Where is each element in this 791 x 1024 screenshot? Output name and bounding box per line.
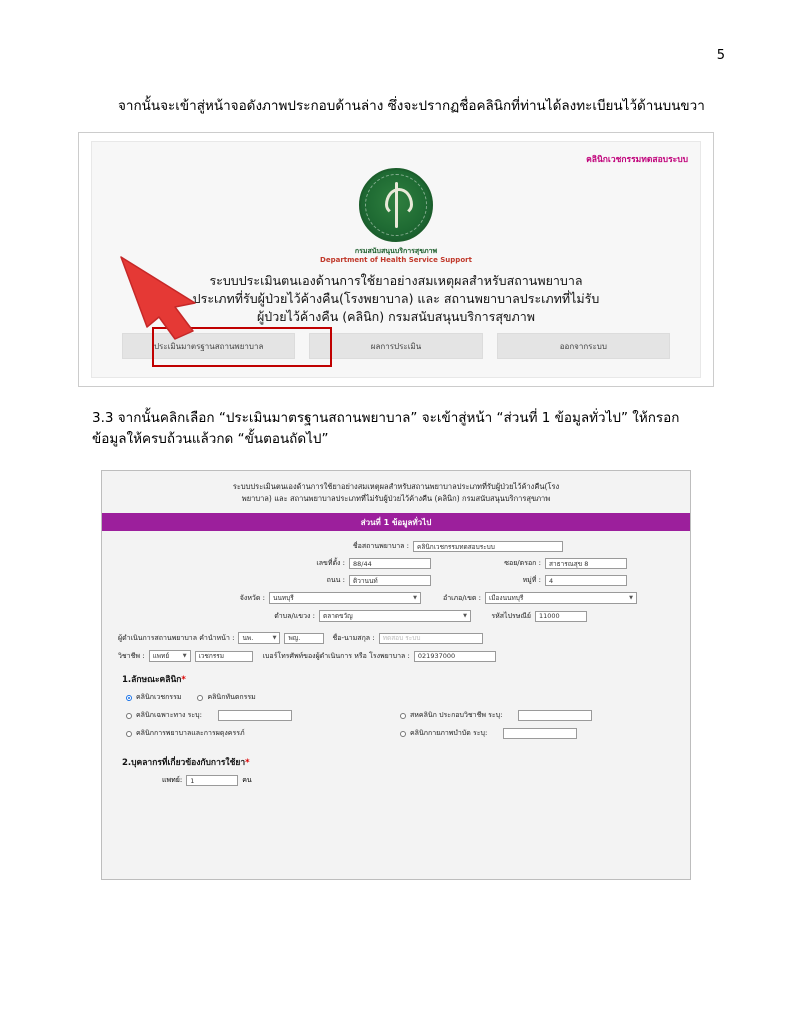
district-select[interactable] [485, 592, 637, 604]
option-label: คลินิกเฉพาะทาง ระบุ: [136, 711, 202, 719]
option-clinic-nursing-midwifery[interactable] [126, 728, 245, 739]
radio-icon[interactable] [400, 713, 406, 719]
profession-detail-input[interactable]: เวชกรรม [195, 651, 253, 662]
radio-icon[interactable] [126, 713, 132, 719]
section-1-title-text: 1.ลักษณะคลินิก [122, 675, 182, 685]
ministry-logo [92, 168, 700, 246]
option-clinic-dental[interactable] [197, 692, 255, 703]
road-input[interactable]: ติวานนท์ [349, 575, 431, 586]
clinic-physiotherapy-input[interactable] [503, 728, 577, 739]
operator-prefix-select[interactable] [238, 632, 280, 644]
red-arrow-annotation [117, 251, 227, 341]
clinic-type-right-2 [400, 710, 674, 721]
chevron-down-icon: ▼ [182, 653, 187, 659]
profession-row [118, 650, 674, 662]
profession-select-value: แพทย์ [152, 652, 170, 660]
radio-icon[interactable] [126, 731, 132, 737]
operator-name-label: ชื่อ-นามสกุล : [332, 633, 375, 642]
assessment-result-button[interactable]: ผลการประเมิน [309, 333, 482, 359]
subdistrict-select-value: ตลาดขวัญ [323, 612, 353, 620]
clinic-type-left-2 [126, 710, 400, 721]
clinic-name-input[interactable]: คลินิกเวชกรรมทดสอบระบบ [413, 541, 563, 552]
required-mark: * [181, 675, 186, 685]
multi-clinic-input[interactable] [518, 710, 592, 721]
option-label: คลินิกกายภาพบำบัด ระบุ: [410, 729, 488, 737]
section-1-bar: ส่วนที่ 1 ข้อมูลทั่วไป [102, 513, 690, 531]
system-title-line-1: ระบบประเมินตนเองด้านการใช้ยาอย่างสมเหตุผลสำหรับสถานพยาบาล [209, 273, 583, 288]
logout-button[interactable]: ออกจากระบบ [497, 333, 670, 359]
address-row-3 [118, 592, 674, 604]
option-label: คลินิกการพยาบาลและการผดุงครรภ์ [136, 729, 245, 737]
clinic-type-row-3 [126, 728, 674, 739]
house-no-label: เลขที่ตั้ง : [316, 559, 345, 567]
chevron-down-icon: ▼ [463, 613, 467, 619]
figure-home-screen [78, 132, 714, 387]
moo-label: หมู่ที่ : [522, 576, 541, 584]
form-body [102, 531, 690, 792]
chevron-down-icon: ▼ [272, 635, 277, 641]
operator-label: ผู้ดำเนินการสถานพยาบาล คำนำหน้า : [118, 633, 235, 642]
profession-select[interactable] [149, 650, 191, 662]
option-label: คลินิกทันตกรรม [207, 693, 256, 701]
radio-icon[interactable] [126, 695, 132, 701]
option-clinic-specialty[interactable] [126, 710, 202, 721]
doctor-count-input[interactable]: 1 [186, 775, 238, 786]
clinic-type-row-1 [126, 692, 674, 703]
profession-label: วิชาชีพ : [118, 651, 145, 660]
province-select[interactable] [269, 592, 421, 604]
system-title-line-3: ผู้ป่วยไว้ค้างคืน (คลินิก) กรมสนับสนุนบริการสุขภาพ [256, 309, 536, 325]
phone-input[interactable]: 021937000 [414, 651, 496, 662]
radio-icon[interactable] [400, 731, 406, 737]
form-header [102, 471, 690, 513]
option-label: คลินิกเวชกรรม [136, 693, 182, 701]
road-label: ถนน : [326, 576, 345, 584]
moo-input[interactable]: 4 [545, 575, 627, 586]
option-clinic-physiotherapy[interactable] [400, 728, 487, 739]
clinic-specialty-input[interactable] [218, 710, 292, 721]
clinic-type-row-2 [126, 710, 674, 721]
clinic-name-label: คลินิกเวชกรรมทดสอบระบบ [586, 155, 688, 165]
logo-ring-decoration [365, 174, 427, 236]
assess-standard-button[interactable]: ประเมินมาตรฐานสถานพยาบาล [122, 333, 295, 359]
option-multi-clinic[interactable] [400, 710, 502, 721]
postcode-label: รหัสไปรษณีย์ [491, 611, 531, 620]
district-select-value: เมืองนนทบุรี [489, 594, 524, 602]
department-name-th: กรมสนับสนุนบริการสุขภาพ [354, 247, 438, 255]
figure-form-section-1 [101, 470, 691, 880]
section-2-title-text: 2.บุคลากรที่เกี่ยวข้องกับการใช้ยา [122, 758, 246, 768]
system-title-line-2: ประเภทที่รับผู้ป่วยไว้ค้างคืน(โรงพยาบาล) และ สถานพยาบาลประเภทที่ไม่รับ [192, 291, 600, 307]
chevron-down-icon: ▼ [413, 595, 417, 601]
page-number: 5 [716, 48, 725, 63]
section-2-title [122, 755, 674, 769]
address-row-4 [118, 610, 674, 622]
department-name-en: Department of Health Service Support [320, 256, 472, 264]
section-1-title [122, 672, 674, 686]
phone-label: เบอร์โทรศัพท์ของผู้ดำเนินการ หรือ โรงพยาบาล : [262, 651, 410, 660]
operator-prefix-other-input[interactable]: พญ. [284, 633, 324, 644]
house-no-input[interactable]: 88/44 [349, 558, 431, 569]
chevron-down-icon: ▼ [629, 595, 633, 601]
operator-name-input[interactable]: ทดสอบ ระบบ [379, 633, 483, 644]
district-label: อำเภอ/เขต : [442, 593, 481, 602]
doctor-count-row [162, 775, 674, 786]
clinic-name-row [118, 541, 674, 552]
address-row-2 [118, 575, 674, 586]
option-clinic-medical[interactable] [126, 692, 181, 703]
clinic-type-left-3 [126, 728, 400, 739]
operator-prefix-value: นพ. [242, 634, 254, 642]
subdistrict-select[interactable] [319, 610, 471, 622]
province-label: จังหวัด : [239, 593, 265, 602]
province-select-value: นนทบุรี [273, 594, 294, 602]
clinic-name-field-label: ชื่อสถานพยาบาล : [352, 542, 409, 550]
intro-paragraph: จากนั้นจะเข้าสู่หน้าจอดังภาพประกอบด้านล่าง ซึ่งจะปรากฏชื่อคลินิกที่ท่านได้ลงทะเบียนไว้ด้านบนขวา [118, 98, 705, 114]
caduceus-icon [359, 168, 433, 242]
required-mark: * [245, 758, 250, 768]
form-header-line-2: พยาบาล) และ สถานพยาบาลประเภทที่ไม่รับผู้ป่วยไว้ค้างคืน (คลินิก) กรมสนับสนุนบริการสุขภาพ [241, 494, 551, 503]
doctor-count-label: แพทย์: [162, 776, 183, 784]
radio-icon[interactable] [197, 695, 203, 701]
step-paragraph: 3.3 จากนั้นคลิกเลือก “ประเมินมาตรฐานสถานพยาบาล” จะเข้าสู่หน้า “ส่วนที่ 1 ข้อมูลทั่วไป” ให้กรอกข้อมูลให้ครบถ้วนแล้วกด “ขั้นตอนถัดไป” [92, 410, 680, 447]
postcode-input[interactable]: 11000 [535, 611, 587, 622]
address-row-1 [118, 558, 674, 569]
option-label: สหคลินิก ประกอบวิชาชีพ ระบุ: [410, 711, 503, 719]
form-header-line-1: ระบบประเมินตนเองด้านการใช้ยาอย่างสมเหตุผลสำหรับสถานพยาบาลประเภทที่รับผู้ป่วยไว้ค้างคืน(โรง [232, 482, 560, 491]
soi-input[interactable]: สาธารณสุข 8 [545, 558, 627, 569]
subdistrict-label: ตำบล/แขวง : [274, 611, 315, 620]
clinic-type-right-3 [400, 728, 674, 739]
doctor-count-unit: คน [242, 776, 252, 784]
operator-row [118, 632, 674, 644]
soi-label: ซอย/ตรอก : [504, 559, 541, 567]
